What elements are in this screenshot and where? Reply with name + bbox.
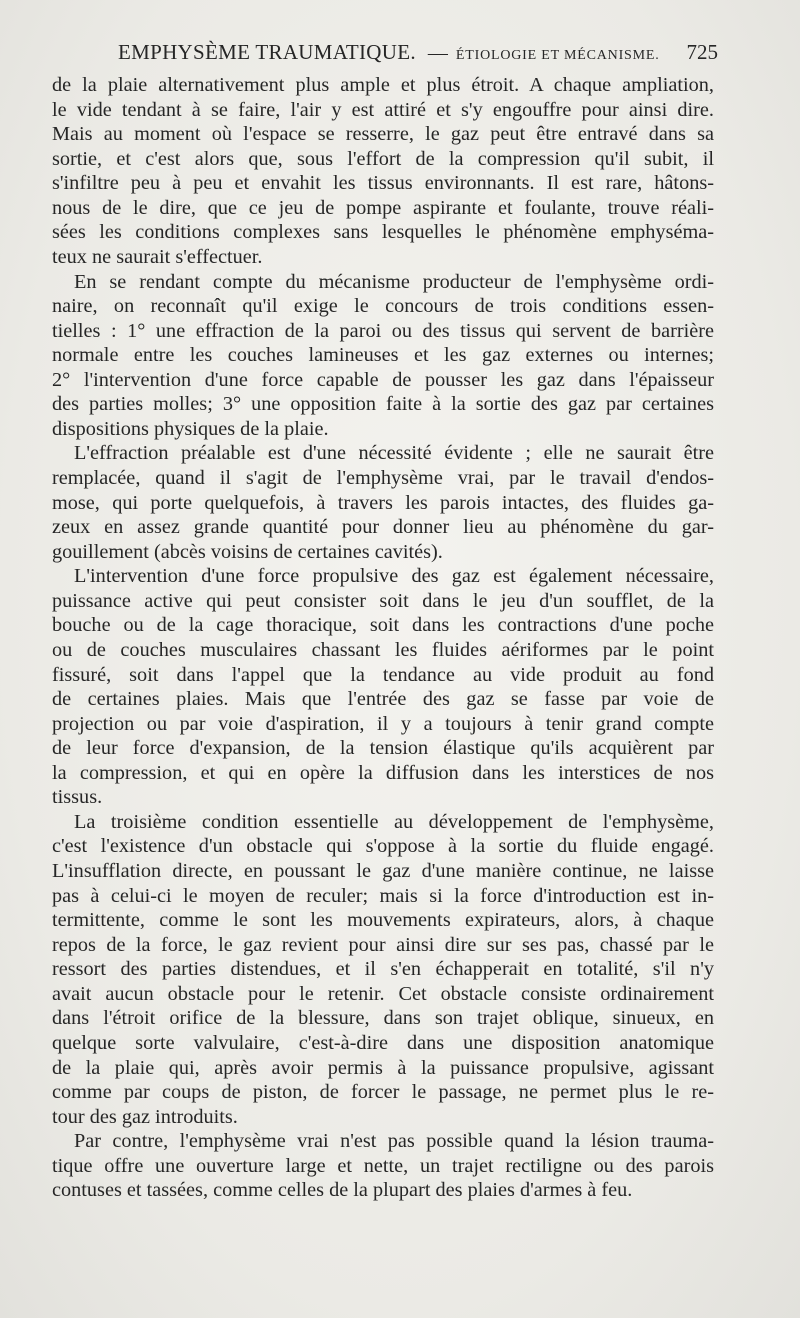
paragraph (52, 441, 714, 564)
text-line: sortie, et c'est alors que, sous l'effort de la compression qu'il subit, il (52, 147, 714, 170)
text-line: ou de couches musculaires chassant les fluides aériformes par le point (52, 638, 714, 661)
text-line: L'effraction préalable est d'une nécessité évidente ; elle ne saurait être (74, 442, 714, 465)
text-line: contuses et tassées, comme celles de la plupart des plaies d'armes à feu. (52, 1179, 633, 1202)
text-line: de certaines plaies. Mais que l'entrée des gaz se fasse par voie de (52, 688, 714, 711)
running-header (118, 40, 718, 68)
text-line: L'insufflation directe, en poussant le gaz d'une manière continue, ne laisse (52, 860, 714, 882)
body-text (52, 73, 714, 1203)
text-line: nous de le dire, que ce jeu de pompe aspirante et foulante, trouve réali- (52, 196, 714, 219)
text-line: c'est l'existence d'un obstacle qui s'oppose à la sortie du fluide engagé. (52, 835, 714, 858)
text-line: L'intervention d'une force propulsive des gaz est également nécessaire, (74, 565, 714, 588)
text-line: sées les conditions complexes sans lesquelles le phénomène emphyséma- (52, 221, 714, 244)
text-line: des parties molles; 3° une opposition faite à la sortie des gaz par certaines (52, 393, 714, 416)
text-line: mose, qui porte quelquefois, à travers les parois intactes, des fluides ga- (52, 491, 714, 514)
text-line: de la plaie qui, après avoir permis à la puissance propulsive, agissant (52, 1056, 714, 1079)
text-line: le vide tendant à se faire, l'air y est attiré et s'y engouffre pour ainsi dire. (52, 98, 714, 121)
text-line: termittente, comme le sont les mouvements expirateurs, alors, à chaque (52, 909, 714, 932)
text-line: teux ne saurait s'effectuer. (52, 245, 263, 268)
text-line: s'infiltre peu à peu et envahit les tissus environnants. Il est rare, hâtons- (52, 172, 714, 195)
text-line: de la plaie alternativement plus ample et plus étroit. A chaque ampliation, (52, 74, 714, 96)
text-line: fissuré, soit dans l'appel que la tendance au vide produit au fond (52, 663, 714, 686)
text-line: La troisième condition essentielle au développement de l'emphysème, (74, 810, 714, 833)
text-line: Mais au moment où l'espace se resserre, le gaz peut être entravé dans sa (52, 123, 714, 146)
text-line: de leur force d'expansion, de la tension élastique qu'ils acquièrent par (52, 737, 714, 760)
text-line: quelque sorte valvulaire, c'est-à-dire dans une disposition anatomique (52, 1031, 714, 1054)
text-line: Par contre, l'emphysème vrai n'est pas possible quand la lésion trauma- (74, 1130, 714, 1153)
text-line: tielles : 1° une effraction de la paroi ou des tissus qui servent de barrière (52, 319, 714, 342)
text-line: repos de la force, le gaz revient pour ainsi dire sur ses pas, chassé par le (52, 933, 714, 956)
header-dash: — (427, 42, 448, 64)
text-line: tissus. (52, 786, 103, 809)
text-line: projection ou par voie d'aspiration, il y a toujours à tenir grand compte (52, 712, 714, 735)
page-number: 725 (686, 40, 718, 64)
paragraph (52, 1129, 714, 1203)
text-line: naire, on reconnaît qu'il exige le concours de trois conditions essen- (52, 295, 714, 318)
text-line: gouillement (abcès voisins de certaines cavités). (52, 540, 443, 563)
paragraph (52, 73, 714, 270)
text-line: tour des gaz introduits. (52, 1105, 238, 1128)
paragraph (52, 810, 714, 1129)
paragraph (52, 270, 714, 442)
text-line: puissance active qui peut consister soit dans le jeu d'un soufflet, de la (52, 589, 714, 612)
text-line: 2° l'intervention d'une force capable de pousser les gaz dans l'épaisseur (52, 368, 714, 391)
text-line: ressort des parties distendues, et il s'en échapperait en totalité, s'il n'y (52, 958, 714, 981)
text-line: comme par coups de piston, de forcer le passage, ne permet plus le re- (52, 1081, 714, 1104)
paragraph (52, 564, 714, 810)
text-line: dans l'étroit orifice de la blessure, dans son trajet oblique, sinueux, en (52, 1007, 714, 1030)
text-line: zeux en assez grande quantité pour donner lieu au phénomène du gar- (52, 516, 714, 539)
text-line: En se rendant compte du mécanisme producteur de l'emphysème ordi- (74, 270, 714, 293)
running-title: EMPHYSÈME TRAUMATIQUE. (118, 40, 416, 64)
text-line: tique offre une ouverture large et nette, un trajet rectiligne ou des parois (52, 1154, 714, 1177)
text-line: avait aucun obstacle pour le retenir. Cet obstacle consiste ordinairement (52, 982, 714, 1005)
text-line: bouche ou de la cage thoracique, soit dans les contractions d'une poche (52, 614, 714, 637)
text-line: dispositions physiques de la plaie. (52, 417, 329, 440)
text-line: remplacée, quand il s'agit de l'emphysème vrai, par le travail d'endos- (52, 467, 714, 489)
section-subtitle: ÉTIOLOGIE ET MÉCANISME. (455, 48, 660, 63)
text-line: la compression, et qui en opère la diffusion dans les interstices de nos (52, 761, 714, 784)
text-line: normale entre les couches lamineuses et les gaz externes ou internes; (52, 344, 714, 367)
text-line: pas à celui-ci le moyen de reculer; mais si la force d'introduction est in- (52, 884, 714, 907)
